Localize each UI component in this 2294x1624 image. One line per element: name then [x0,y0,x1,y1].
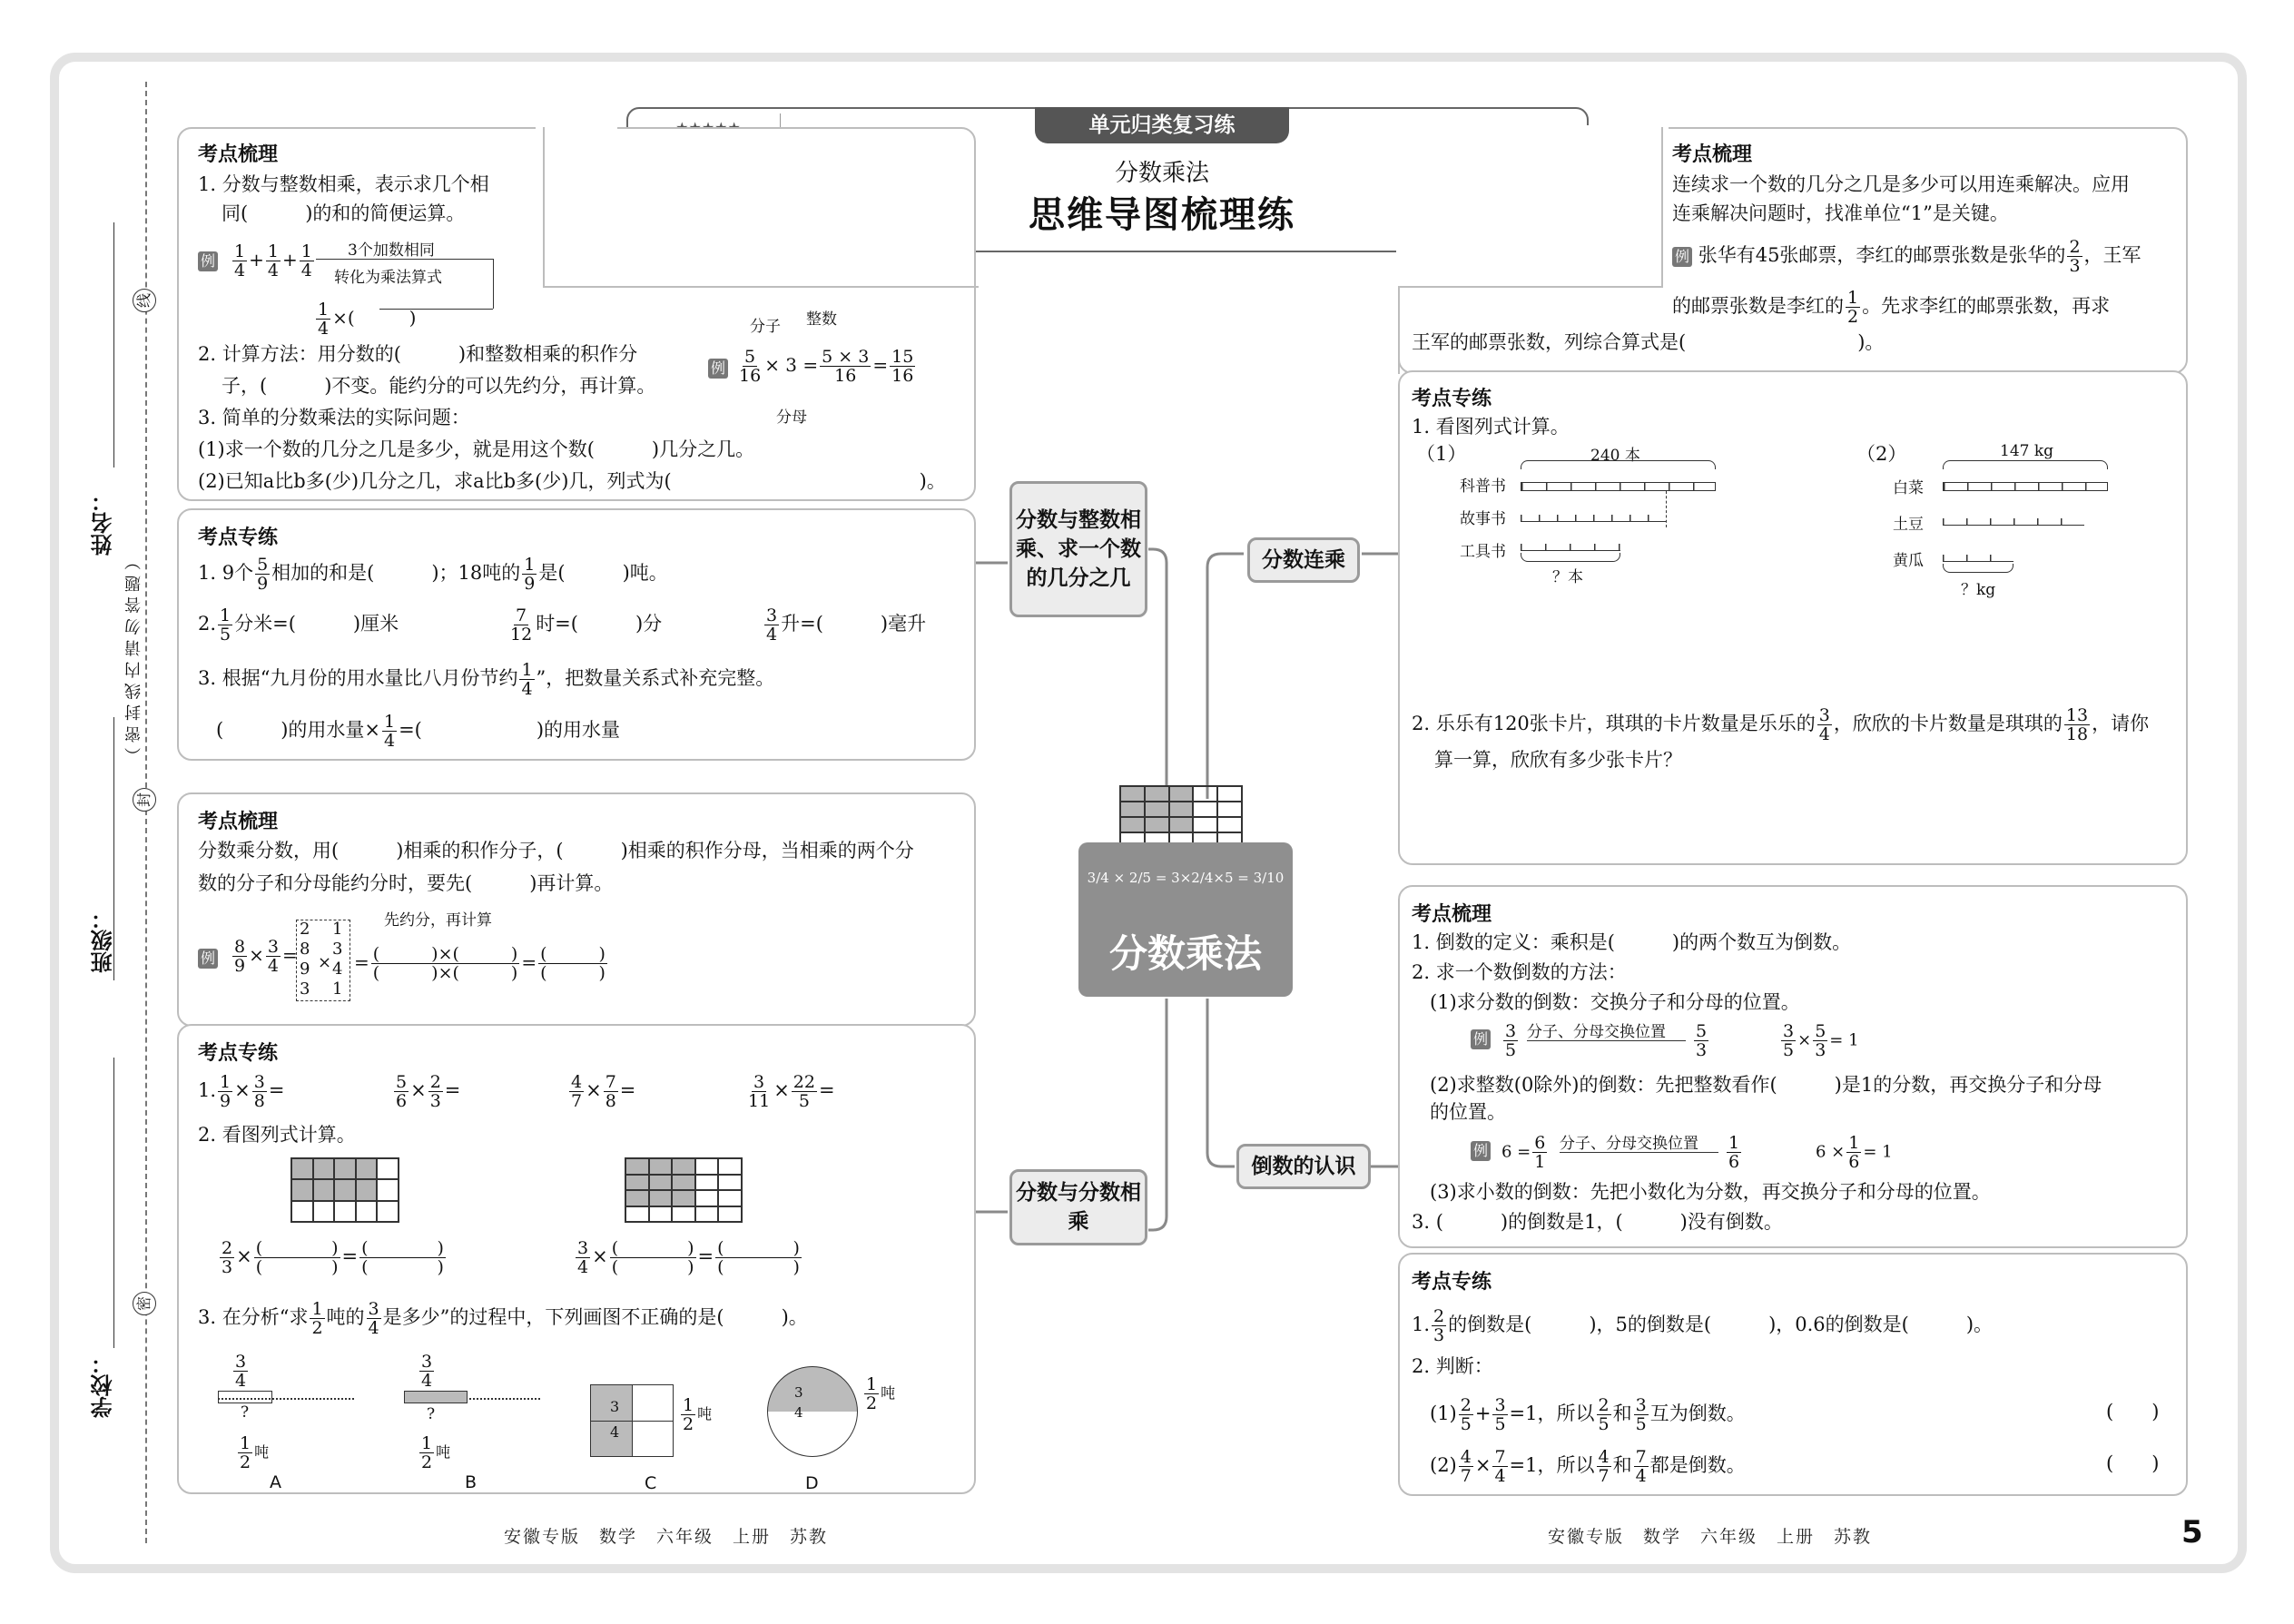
p2-q1: 1. 9个 $\frac{5}{9}$ 相加的和是( )；18吨的 $\frac{1}{9}$ 是( )吨。 [198,555,668,594]
seal-char-mi: 密 [133,1292,156,1315]
school-label: 学校： [91,1353,116,1418]
p7-line4: (2)求整数(0除外)的倒数：先把整数看作( )是1的分数，再交换分子和分母 [1430,1074,2102,1096]
node-continuous-mult[interactable]: 分数连乘 [1247,537,1360,583]
p6-c2: （2） [1856,443,1907,465]
p7-line6: (3)求小数的倒数：先把小数化为分数，再交换分子和分母的位置。 [1430,1181,1991,1203]
node-fraction-integer[interactable]: 分数与整数相乘、求一个数的几分之几 [1009,481,1147,617]
option-a-label: A [270,1472,281,1492]
kd-label-4: 考点梳理 [1412,903,1492,926]
p1-line5: 3. 简单的分数乘法的实际问题： [198,407,470,428]
kd-label-3: 考点梳理 [1672,143,1753,166]
p1-example2: 例 分子 整数 $\frac{5}{16}$ × 3 = $\frac{5 \times 3}{16}$ = $\frac{15}{16}$ 分母 [708,304,962,422]
p4-q2a-formula: $\frac{2}{3}$ × $\frac{( )}{( )}$ = $\frac{( )}{( )}$ [222,1238,444,1277]
p6-diagram1: 240 本 科普书 故事书 工具书 ？本 [1452,440,1725,586]
class-label: 班级： [91,908,116,973]
seal-note: （ 密 封 线 内 请 勿 答 题 ） [124,554,143,764]
center-grid-icon [1119,785,1243,849]
p2-q2c: $\frac{3}{4}$ 升=( )毫升 [766,605,927,645]
label-integer: 整数 [806,310,837,329]
kz-label-2: 考点专练 [198,1042,279,1065]
center-title: 分数乘法 [1108,931,1262,976]
option-d[interactable]: 3 4 $\frac{1}{2}$ 吨 D [767,1366,912,1484]
note-reduce-first: 先约分，再计算 [384,911,492,930]
node-reciprocal[interactable]: 倒数的认识 [1236,1144,1371,1189]
p3-example: 例 $\frac{8}{9}$ × $\frac{3}{4}$ = 2 8 9 3 × 1 3 4 1 先约分，再计算 = $\frac{( )\times( )}{( )\times( )}$ = $\frac{( )}{( )}$ [198,912,670,1003]
footer-left: 安徽专版 数学 六年级 上册 苏教 [504,1527,829,1547]
option-b[interactable]: $\frac{3}{4}$ ? $\frac{1}{2}$ 吨 B [399,1353,545,1484]
p7-line7: 3. ( )的倒数是1，( )没有倒数。 [1412,1211,1783,1233]
p2-q2b: $\frac{7}{12}$ 时=( )分 [510,605,663,645]
p4-grid-a [290,1157,399,1223]
p3-line1: 分数乘分数，用( )相乘的积作分子，( )相乘的积作分母，当相乘的两个分 [198,840,914,861]
p5-line4: 的邮票张数是李红的 $\frac{1}{2}$ 。先求李红的邮票张数，再求 [1672,288,2111,327]
p4-grid-b [625,1157,743,1223]
p4-q3: 3. 在分析“求 $\frac{1}{2}$ 吨的 $\frac{3}{4}$ 是多少”的过程中，下列画图不正确的是( )。 [198,1299,808,1338]
p4-q1c: $\frac{4}{7}$ × $\frac{7}{8}$ = [571,1072,636,1111]
seal-char-line: 线 [133,289,156,312]
p8-q2-2-answer[interactable]: ( ) [2106,1452,2160,1474]
p1-line3: 2. 计算方法：用分数的( )和整数相乘的积作分 [198,343,638,365]
p7-line1: 1. 倒数的定义：乘积是( )的两个数互为倒数。 [1412,931,1852,953]
p6-q1: 1. 看图列式计算。 [1412,416,1570,438]
p8-q2-1-answer[interactable]: ( ) [2106,1401,2160,1422]
example-badge: 例 [708,359,728,379]
p8-q2-1: (1) $\frac{2}{5}$ + $\frac{3}{5}$ =1，所以 $\frac{2}{5}$ 和 $\frac{3}{5}$ 互为倒数。 [1430,1395,1746,1434]
p6-q2: 2. 乐乐有120张卡片，琪琪的卡片数量是乐乐的 $\frac{3}{4}$ ，欣欣的卡片数量是琪琪的 $\frac{13}{18}$ ，请你 [1412,705,2150,744]
p6-c1: （1） [1416,443,1467,465]
p1-example1: 例 $\frac{1}{4}$ + $\frac{1}{4}$ + $\frac{1}{4}$ 3个加数相同 转化为乘法算式 $\frac{1}{4}$ ×( ) [198,241,497,340]
p1-line1: 1. 分数与整数相乘，表示求几个相 [198,173,489,195]
kd-label-1: 考点梳理 [198,143,279,166]
p7-example1: 例 $\frac{3}{5}$ 分子、分母交换位置 $\frac{5}{3}$ $\frac{3}{5}$ × $\frac{5}{3}$ = 1 [1471,1019,1943,1069]
p4-q1a: 1. $\frac{1}{9}$ × $\frac{3}{8}$ = [198,1072,285,1111]
option-d-label: D [805,1473,819,1493]
label-denominator: 分母 [776,408,807,427]
p5-line5: 王军的邮票张数，列综合算式是( )。 [1412,331,1885,353]
option-b-label: B [465,1472,478,1492]
p5-line1: 连续求一个数的几分之几是多少可以用连乘解决。应用 [1672,173,2130,195]
p1-line7: (2)已知a比b多(少)几分之几，求a比b多(少)几，列式为( )。 [198,470,946,492]
kz-label-4: 考点专练 [1412,1271,1492,1294]
p4-q1d: $\frac{3}{11}$ × $\frac{22}{5}$ = [748,1072,835,1111]
name-label: 姓名： [91,490,116,556]
p1-line6: (1)求一个数的几分之几是多少，就是用这个数( )几分之几。 [198,438,755,460]
option-a[interactable]: $\frac{3}{4}$ ? $\frac{1}{2}$ 吨 A [213,1353,359,1484]
center-node[interactable] [1078,842,1293,997]
p5-line2: 连乘解决问题时，找准单位“1”是关键。 [1672,202,2009,224]
header-title: 思维导图梳理练 [1029,194,1295,236]
note-three-addends: 3个加数相同 [348,241,435,260]
kz-label-1: 考点专练 [198,527,279,549]
center-formula: 3/4 × 2/5 = 3×2/4×5 = 3/10 [1087,870,1285,886]
p7-example2: 例 6 = $\frac{6}{1}$ 分子、分母交换位置 $\frac{1}{6}$ 6 × $\frac{1}{6}$ = 1 [1471,1130,1943,1181]
option-c[interactable]: 3 4 $\frac{1}{2}$ 吨 C [588,1380,724,1484]
note-convert: 转化为乘法算式 [334,269,442,287]
p2-q3-formula: ( )的用水量× $\frac{1}{4}$ =( )的用水量 [216,712,621,751]
header-badge: 单元归类复习练 [1035,107,1289,143]
p7-line5: 的位置。 [1430,1101,1506,1123]
p8-q2-2: (2) $\frac{4}{7}$ × $\frac{7}{4}$ =1，所以 $\frac{4}{7}$ 和 $\frac{7}{4}$ 都是倒数。 [1430,1447,1746,1486]
p8-q2: 2. 判断： [1412,1355,1493,1377]
p3-line2: 数的分子和分母能约分时，要先( )再计算。 [198,872,614,894]
p1-line2: 同( )的和的简便运算。 [222,202,466,224]
p6-diagram2: 147 kg 白菜 土豆 黄瓜 ？kg [1893,440,2129,604]
p6-q2-line2: 算一算，欣欣有多少张卡片？ [1434,749,1682,771]
p1-line4: 子，( )不变。能约分的可以先约分，再计算。 [222,375,656,397]
header-subtitle: 分数乘法 [1114,160,1209,187]
p5-line3: 例 张华有45张邮票，李红的邮票张数是张华的 $\frac{2}{3}$ ，王军 [1672,238,2141,275]
p4-q2: 2. 看图列式计算。 [198,1124,356,1146]
p2-q3: 3. 根据“九月份的用水量比八月份节约 $\frac{1}{4}$ ”，把数量关系式补充完整。 [198,660,775,699]
p8-q1: 1. $\frac{2}{3}$ 的倒数是( )，5的倒数是( )，0.6的倒数是( )。 [1412,1306,1994,1345]
footer-right: 安徽专版 数学 六年级 上册 苏教 [1548,1527,1873,1547]
seal-char-feng: 封 [133,788,156,812]
kd-label-2: 考点梳理 [198,811,279,833]
p7-line3: (1)求分数的倒数：交换分子和分母的位置。 [1430,991,1800,1013]
example-badge: 例 [198,949,218,969]
p7-line2: 2. 求一个数倒数的方法： [1412,961,1627,983]
option-c-label: C [645,1473,657,1493]
p2-q2: 2. $\frac{1}{5}$ 分米=( )厘米 [198,605,399,645]
example-badge: 例 [198,251,218,271]
p4-q2b-formula: $\frac{3}{4}$ × $\frac{( )}{( )}$ = $\frac{( )}{( )}$ [577,1238,800,1277]
label-numerator: 分子 [750,318,781,336]
page-number: 5 [2181,1514,2203,1550]
node-fraction-fraction[interactable]: 分数与分数相乘 [1009,1169,1147,1245]
kz-label-3: 考点专练 [1412,388,1492,410]
p4-q1b: $\frac{5}{6}$ × $\frac{2}{3}$ = [396,1072,461,1111]
